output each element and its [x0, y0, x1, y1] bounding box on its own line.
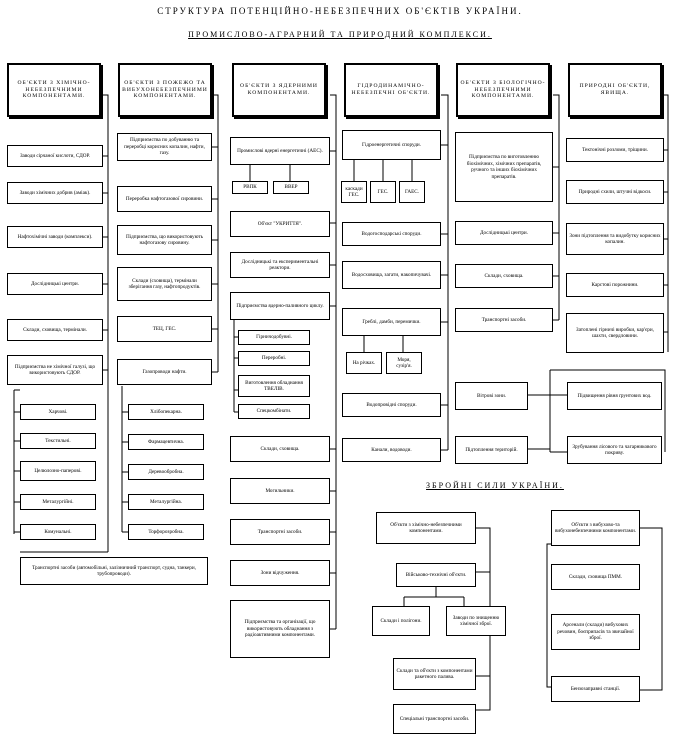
- col3-item: Підприємства ядерно-паливного циклу.: [230, 292, 330, 320]
- fuel-cycle-item: Спецкомбінати.: [238, 404, 310, 419]
- col6-item: Затоплені гірничі виробки, кар'єри, шахти, свердловини.: [566, 313, 664, 353]
- col1-sub-item: Харчові.: [20, 404, 96, 420]
- fuel-cycle-item: Переробні.: [238, 351, 310, 366]
- hydro-sub: каскади ГЕС.: [341, 181, 367, 203]
- col1-sub-item: Целюлозно-паперові.: [20, 461, 96, 481]
- col1-item: Склади, сховища, термінали.: [7, 319, 103, 341]
- col2-sub-item: Металургійна.: [128, 494, 204, 510]
- hydro-sub: ГЕС.: [370, 181, 396, 203]
- special-transport-box: Спеціальні транспортні засоби.: [393, 704, 476, 734]
- gas-stations-box: Бензозаправні станції.: [551, 676, 640, 702]
- col1-item: Підприємства не хімічної галузі, що використовують СДОР.: [7, 355, 103, 385]
- page-title: СТРУКТУРА ПОТЕНЦІЙНО-НЕБЕЗПЕЧНИХ ОБ'ЄКТІВ УКРАЇНИ.: [157, 6, 523, 16]
- col1-header: ОБ'ЄКТИ З ХІМІЧНО-НЕБЕЗПЕЧНИМИ КОМПОНЕНТАМИ.: [7, 63, 101, 117]
- col6-item: Природні схили, штучні відкоси.: [566, 180, 664, 204]
- col2-item: Підприємства по добуванню та переробці корисних копалин, нафти, газу.: [117, 133, 212, 161]
- col4-item: Водопровідні споруди.: [342, 393, 441, 417]
- col6-item: Тектонічні розломи, тріщини.: [566, 138, 664, 162]
- col3-item: Склади, сховища.: [230, 436, 330, 462]
- col4-item: Гідроенергетичні споруди.: [342, 130, 441, 160]
- col2-sub-item: Деревообробна.: [128, 464, 204, 480]
- dam-sub: На річках.: [346, 352, 382, 374]
- fuel-cycle-item: Виготовлення обладнання ТВЕЛІВ.: [238, 375, 310, 397]
- col5-header: ОБ'ЄКТИ З БІОЛОГІЧНО-НЕБЕЗПЕЧНИМИ КОМПОНЕНТАМИ.: [456, 63, 550, 117]
- col5-item: Склади, сховища.: [455, 264, 553, 288]
- col3-item: Підприємства та організації, що використовують обладнання з радіоактивними компонентами.: [230, 600, 330, 658]
- col3-item: Зони відчуження.: [230, 560, 330, 586]
- rocket-fuel-box: Склади та об'єкти з компонентами ракетного палива.: [393, 658, 476, 690]
- col3-item: Могильники.: [230, 478, 330, 504]
- flooding-box: Підтоплення територій.: [455, 436, 528, 464]
- col1-sub-item: Текстильні.: [20, 433, 96, 449]
- col2-item: Газопроводи нафти.: [117, 359, 212, 385]
- fuel-cycle-item: Гірничодобувні.: [238, 330, 310, 345]
- destruction-plants-box: Заводи по знищенню хімічної зброї.: [446, 606, 506, 636]
- col5-item: Підприємства по виготовленню біохімічних, хімічних препаратів, ручного та інших біохімічних препаратів.: [455, 132, 553, 202]
- col3-item: Об'єкт "УКРИТТЯ".: [230, 211, 330, 237]
- col6-item: Карстові порожнини.: [566, 273, 664, 297]
- col3-item: Транспортні засоби.: [230, 519, 330, 545]
- col3-item: Дослідницькі та експериментальні реактори.: [230, 252, 330, 278]
- col4-item: Водосховища, загати, накопичувачі.: [342, 261, 441, 289]
- col5-item: Транспортні засоби.: [455, 308, 553, 332]
- page-subtitle: ПРОМИСЛОВО-АГРАРНИЙ ТА ПРИРОДНИЙ КОМПЛЕКСИ.: [188, 30, 492, 39]
- hydro-sub: ГАЕС.: [399, 181, 425, 203]
- wind-zones-box: Вітрові зони.: [455, 382, 528, 410]
- col4-item: Водогосподарські споруди.: [342, 222, 441, 246]
- arsenals-box: Арсенали (склади) вибухових речовин, боєприпасів та звичайної зброї.: [551, 614, 640, 650]
- fuel-storage-box: Склади, сховища ПММ.: [551, 564, 640, 590]
- col6-header: ПРИРОДНІ ОБ'ЄКТИ, ЯВИЩА.: [568, 63, 662, 117]
- npp-rbmk: РВПК: [232, 181, 268, 194]
- col2-item: Підприємства, що використовують нафтогазову сировину.: [117, 225, 212, 255]
- deforestation-box: Зрубування лісового та чагарникового покриву.: [567, 436, 662, 464]
- col5-item: Дослідницькі центри.: [455, 221, 553, 245]
- armed-chemical-header: Об'єкти з хімічно-небезпечними компонентами.: [376, 512, 476, 544]
- col2-item: Переробка нафтогазової сировини.: [117, 186, 212, 212]
- col4-item: Греблі, дамби, перемички.: [342, 308, 441, 336]
- npp-vver: ВВЕР: [273, 181, 309, 194]
- armed-forces-title: ЗБРОЙНІ СИЛИ УКРАЇНИ.: [426, 481, 564, 490]
- col6-item: Зони підтоплення та видобутку корисних копалин.: [566, 223, 664, 255]
- col2-item: ТЕЦ, ГЕС.: [117, 316, 212, 342]
- col3-item: Промислові ядерні енергетичні (АЕС).: [230, 137, 330, 165]
- military-tech-box: Військово-технічні об'єкти.: [396, 563, 476, 587]
- col1-item: Нафтохімічні заводи (комплекси).: [7, 226, 103, 248]
- groundwater-box: Підвищення рівня ґрунтових вод.: [567, 382, 662, 410]
- col1-item: Заводи хімічних добрив (аміак).: [7, 182, 103, 204]
- transport-box: Транспортні засоби (автомобільні, залізничний транспорт, судна, танкери, трубопроводи).: [20, 557, 208, 585]
- col2-header: ОБ'ЄКТИ З ПОЖЕЖО ТА ВИБУХОНЕБЕЗПЕЧНИМИ КОМПОНЕНТАМИ.: [118, 63, 212, 117]
- col4-item: Канали, водоводи.: [342, 438, 441, 462]
- depots-box: Склади і полігони.: [372, 606, 430, 636]
- col1-sub-item: Металургійні.: [20, 494, 96, 510]
- col2-sub-item: Хлібопекарна.: [128, 404, 204, 420]
- col3-header: ОБ'ЄКТИ З ЯДЕРНИМИ КОМПОНЕНТАМИ.: [232, 63, 326, 117]
- armed-explosive-header: Об'єкти з вибухово-та вибухонебезпечними компонентами.: [551, 510, 640, 546]
- col2-item: Склади (сховища), термінали зберігання газу, нафтопродуктів.: [117, 267, 212, 301]
- col2-sub-item: Торфорозробна.: [128, 524, 204, 540]
- col4-header: ГІДРОДИНАМІЧНО-НЕБЕЗПЕЧНІ ОБ'ЄКТИ.: [344, 63, 438, 117]
- dam-sub: Моря, сузір'я.: [386, 352, 422, 374]
- col2-sub-item: Фармацевтична.: [128, 434, 204, 450]
- col1-sub-item: Комунальні.: [20, 524, 96, 540]
- col1-item: Дослідницькі центри.: [7, 273, 103, 295]
- col1-item: Заводи сірчаної кислоти, СДОР.: [7, 145, 103, 167]
